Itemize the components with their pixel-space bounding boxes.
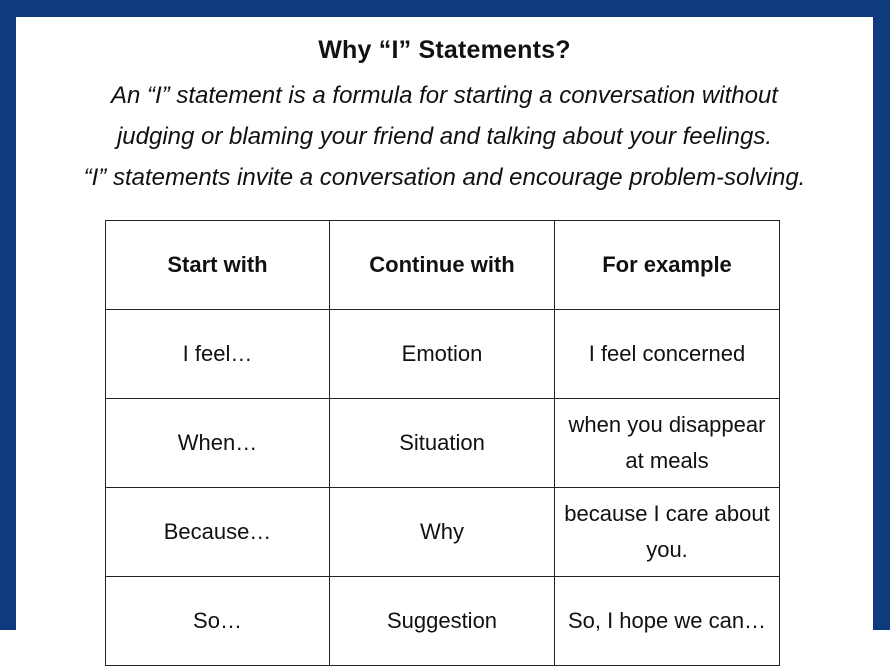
document-page <box>16 17 873 657</box>
cell-continue: Suggestion <box>330 577 555 666</box>
intro-line-3: “I” statements invite a conversation and encourage problem-solving. <box>83 164 806 191</box>
table-row <box>106 577 780 666</box>
cell-continue: Emotion <box>330 310 555 399</box>
cell-example: because I care about you. <box>555 488 780 577</box>
cell-example: So, I hope we can… <box>555 577 780 666</box>
cell-continue: Why <box>330 488 555 577</box>
cell-start: When… <box>106 399 330 488</box>
cell-example: when you disappear at meals <box>555 399 780 488</box>
intro-line-1: An “I” statement is a formula for starting a conversation without <box>111 82 778 109</box>
page-title: Why “I” Statements? <box>318 36 571 64</box>
cell-continue: Situation <box>330 399 555 488</box>
table-header-row <box>106 221 780 310</box>
cell-start: So… <box>106 577 330 666</box>
cell-start: I feel… <box>106 310 330 399</box>
table-row <box>106 399 780 488</box>
i-statement-table <box>105 220 780 666</box>
cell-start: Because… <box>106 488 330 577</box>
table-row <box>106 488 780 577</box>
intro-line-2: judging or blaming your friend and talking about your feelings. <box>116 123 773 150</box>
header-for-example: For example <box>555 221 780 310</box>
table-row <box>106 310 780 399</box>
header-continue-with: Continue with <box>330 221 555 310</box>
header-start-with: Start with <box>106 221 330 310</box>
cell-example: I feel concerned <box>555 310 780 399</box>
